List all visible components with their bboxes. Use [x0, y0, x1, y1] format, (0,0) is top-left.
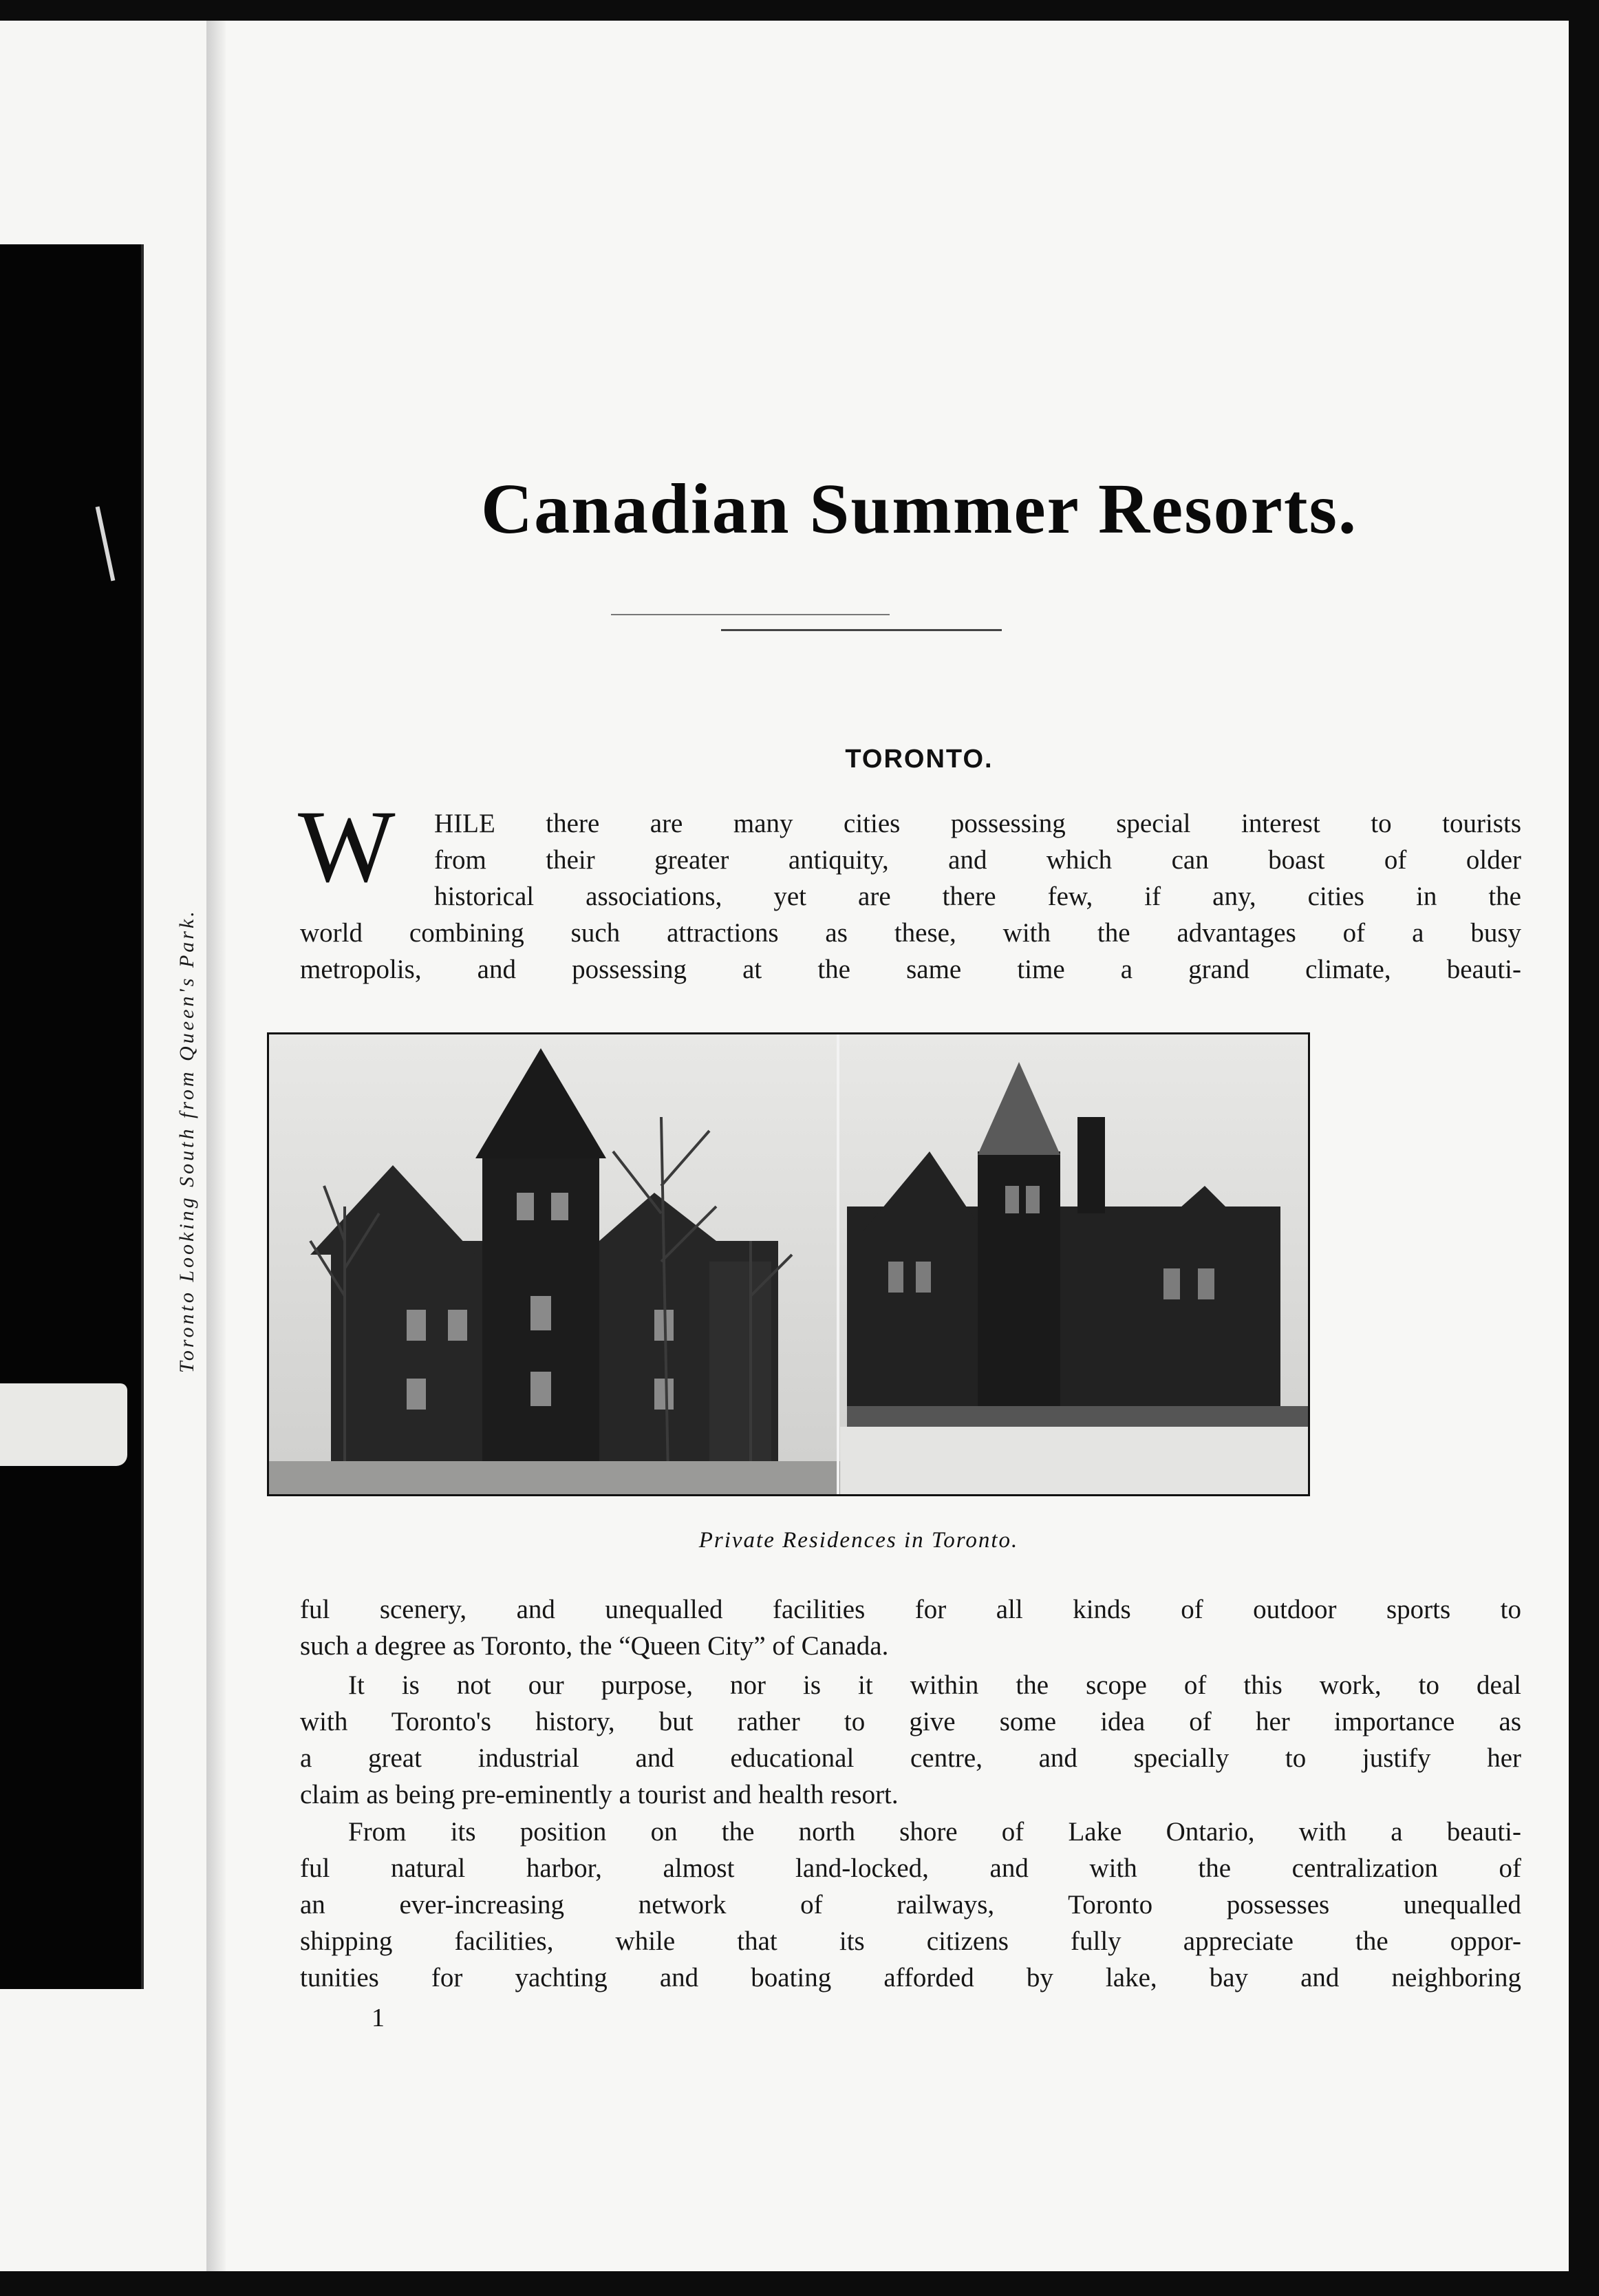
intro-paragraph-top [434, 805, 1521, 915]
page-number: 1 [372, 2003, 385, 2032]
body-line: It is not our purpose, nor is it within the scope of this work, to deal [348, 1670, 1521, 1700]
intro-line: world combining such attractions as these, with the advantages of a busy [300, 918, 1521, 948]
drop-cap: W [298, 789, 396, 904]
section-heading: TORONTO. [845, 745, 994, 774]
book-page [226, 21, 1569, 2271]
left-page-caption: Toronto Looking South from Queen's Park. [175, 908, 198, 1373]
intro-line: historical associations, yet are there few, if any, cities in the [434, 882, 1521, 911]
body-line: an ever-increasing network of railways, Toronto possesses unequalled [300, 1890, 1521, 1920]
book-gutter [206, 21, 226, 2271]
intro-paragraph-bottom [300, 915, 1521, 988]
body-paragraph-1 [300, 1591, 1521, 1664]
residences-illustration [269, 1034, 1308, 1494]
body-line: a great industrial and educational centre, and specially to justify her [300, 1743, 1521, 1773]
body-line: claim as being pre-eminently a tourist and health resort. [300, 1780, 899, 1809]
body-line: tunities for yachting and boating afforded by lake, bay and neighboring [300, 1963, 1521, 1992]
intro-line: HILE there are many cities possessing special interest to tourists [434, 809, 1521, 838]
title-rule-upper [611, 614, 890, 615]
body-line: From its position on the north shore of Lake Ontario, with a beauti- [348, 1817, 1521, 1847]
body-paragraph-3 [300, 1814, 1521, 1996]
page-title: Canadian Summer Resorts. [481, 469, 1357, 549]
left-page-photo-plate [0, 244, 144, 1989]
body-line: ful scenery, and unequalled facilities for all kinds of outdoor sports to [300, 1595, 1521, 1624]
body-line: such a degree as Toronto, the “Queen City” of Canada. [300, 1631, 889, 1661]
body-line: shipping facilities, while that its citizens fully appreciate the oppor- [300, 1926, 1521, 1956]
plate-torn-edge [0, 1383, 127, 1466]
intro-line: metropolis, and possessing at the same time a grand climate, beauti- [300, 955, 1521, 984]
residences-photograph [267, 1032, 1310, 1496]
body-line: with Toronto's history, but rather to give some idea of her importance as [300, 1707, 1521, 1736]
plate-scratch [96, 507, 116, 582]
intro-line: from their greater antiquity, and which can boast of older [434, 845, 1521, 875]
title-rule-lower [721, 629, 1002, 631]
body-paragraph-2 [300, 1667, 1521, 1813]
body-line: ful natural harbor, almost land-locked, and with the centralization of [300, 1853, 1521, 1883]
photo-caption: Private Residences in Toronto. [698, 1528, 1019, 1553]
